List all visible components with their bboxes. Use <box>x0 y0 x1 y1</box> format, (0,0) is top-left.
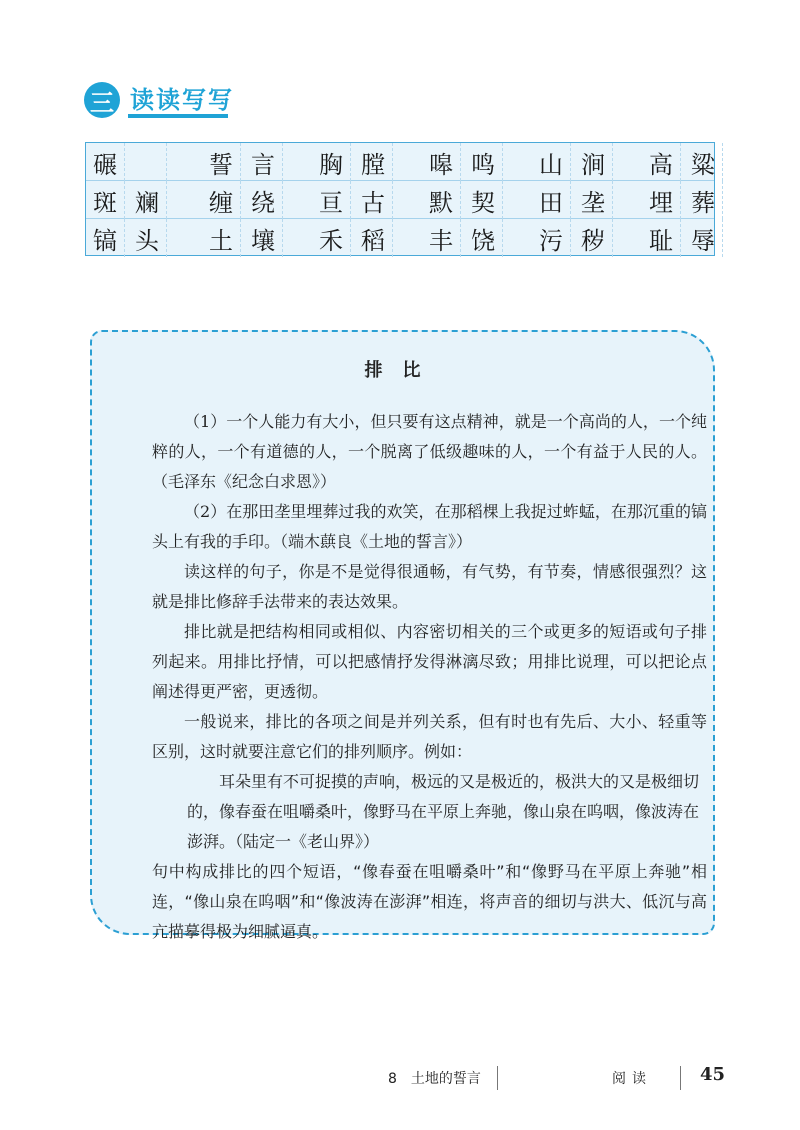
grid-char: 山 <box>539 150 563 179</box>
cell-divider <box>722 143 723 181</box>
word-pair <box>86 181 191 219</box>
word-pair <box>642 219 747 257</box>
grid-char: 污 <box>539 226 563 255</box>
word-pair <box>532 143 637 181</box>
grid-char: 葬 <box>691 188 715 217</box>
cell-divider <box>502 143 503 181</box>
word-pair <box>202 143 307 181</box>
example-sentence-2: （2）在那田垄里埋葬过我的欢笑，在那稻棵上我捉过蚱蜢，在那沉重的镐头上有我的手印。（端木蕻良《土地的誓言》） <box>152 502 707 551</box>
order-paragraph: 一般说来，排比的各项之间是并列关系，但有时也有先后、大小、轻重等区别，这时就要注意它们的排列顺序。例如： <box>152 712 707 761</box>
page-number: 45 <box>700 1064 726 1085</box>
word-pair <box>532 219 637 257</box>
section-header <box>84 80 244 125</box>
rhetoric-note-box <box>90 330 715 941</box>
cell-divider <box>124 143 125 181</box>
cell-divider <box>166 181 167 219</box>
cell-divider <box>124 181 125 219</box>
cell-divider <box>502 181 503 219</box>
cell-divider <box>612 181 613 219</box>
cell-divider <box>570 143 571 181</box>
grid-char: 嗥 <box>429 150 453 179</box>
cell-divider <box>124 219 125 257</box>
grid-char: 斓 <box>135 188 159 217</box>
grid-char: 垄 <box>581 188 605 217</box>
grid-char: 耻 <box>649 226 673 255</box>
word-pair <box>312 143 417 181</box>
cell-divider <box>680 143 681 181</box>
cell-divider <box>240 219 241 257</box>
grid-char: 秽 <box>581 226 605 255</box>
cell-divider <box>350 219 351 257</box>
grid-char: 壤 <box>251 226 275 255</box>
grid-char: 胸 <box>319 150 343 179</box>
grid-row <box>86 143 714 181</box>
cell-divider <box>612 143 613 181</box>
grid-char: 高 <box>649 150 673 179</box>
grid-char: 土 <box>209 226 233 255</box>
word-pair <box>86 219 191 257</box>
cell-divider <box>460 143 461 181</box>
cell-divider <box>282 219 283 257</box>
cell-divider <box>350 143 351 181</box>
footer-divider <box>680 1066 681 1090</box>
grid-char: 涧 <box>581 150 605 179</box>
grid-char: 缠 <box>209 188 233 217</box>
grid-char: 鸣 <box>471 150 495 179</box>
cell-divider <box>392 219 393 257</box>
analysis-paragraph: 句中构成排比的四个短语，“像春蚕在咀嚼桑叶”和“像野马在平原上奔驰”相连，“像山泉在呜咽”和“像波涛在澎湃”相连，将声音的细切与洪大、低沉与高亢描摹得极为细腻逼真。 <box>152 862 707 941</box>
word-pair <box>642 181 747 219</box>
example-sentence-1: （1）一个人能力有大小，但只要有这点精神，就是一个高尚的人，一个纯粹的人，一个有道德的人，一个脱离了低级趣味的人，一个有益于人民的人。（毛泽东《纪念白求恩》） <box>152 412 707 491</box>
cell-divider <box>570 181 571 219</box>
grid-char: 契 <box>471 188 495 217</box>
note-title: 排比 <box>364 360 441 381</box>
cell-divider <box>166 143 167 181</box>
cell-divider <box>680 219 681 257</box>
cell-divider <box>392 181 393 219</box>
grid-char: 古 <box>361 188 385 217</box>
grid-char: 禾 <box>319 226 343 255</box>
definition-paragraph: 排比就是把结构相同或相似、内容密切相关的三个或更多的短语或句子排列起来。用排比抒情，可以把感情抒发得淋漓尽致；用排比说理，可以把论点阐述得更严密，更透彻。 <box>152 622 707 701</box>
footer-divider <box>497 1066 498 1090</box>
grid-char: 辱 <box>691 226 715 255</box>
cell-divider <box>680 181 681 219</box>
word-pair <box>202 219 307 257</box>
grid-char: 稻 <box>361 226 385 255</box>
cell-divider <box>570 219 571 257</box>
cell-divider <box>240 181 241 219</box>
section-label: 阅读 <box>612 1071 652 1087</box>
word-pair <box>532 181 637 219</box>
grid-char: 斑 <box>93 188 117 217</box>
grid-char: 绕 <box>251 188 275 217</box>
cell-divider <box>722 219 723 257</box>
grid-row <box>86 181 714 219</box>
grid-char <box>128 143 166 181</box>
cell-divider <box>166 219 167 257</box>
cell-divider <box>392 143 393 181</box>
grid-char: 粱 <box>691 150 715 179</box>
grid-char: 亘 <box>319 188 343 217</box>
word-pair <box>86 143 191 181</box>
grid-row <box>86 219 714 257</box>
grid-char: 默 <box>429 188 453 217</box>
section-title: 读读写写 <box>130 86 234 114</box>
grid-char: 头 <box>135 226 159 255</box>
grid-char: 镐 <box>93 226 117 255</box>
grid-char: 膛 <box>361 150 385 179</box>
character-grid <box>85 142 715 256</box>
word-pair <box>422 181 527 219</box>
section-number-badge: 三 <box>84 82 120 118</box>
cell-divider <box>460 181 461 219</box>
grid-char: 丰 <box>429 226 453 255</box>
cell-divider <box>612 219 613 257</box>
quoted-example: 耳朵里有不可捉摸的声响，极远的又是极近的，极洪大的又是极细切的，像春蚕在咀嚼桑叶，像野马在平原上奔驰，像山泉在呜咽，像波涛在澎湃。（陆定一《老山界》） <box>187 772 700 851</box>
grid-char: 田 <box>539 188 563 217</box>
cell-divider <box>722 181 723 219</box>
page-footer <box>0 1060 800 1100</box>
grid-char: 誓 <box>209 150 233 179</box>
explanation-paragraph: 读这样的句子，你是不是觉得很通畅，有气势，有节奏，情感很强烈？这就是排比修辞手法带来的表达效果。 <box>152 562 707 611</box>
cell-divider <box>282 143 283 181</box>
grid-char: 饶 <box>471 226 495 255</box>
grid-char: 言 <box>251 150 275 179</box>
title-underline <box>128 114 228 118</box>
word-pair <box>422 143 527 181</box>
word-pair <box>642 143 747 181</box>
cell-divider <box>282 181 283 219</box>
grid-char: 碾 <box>93 150 117 179</box>
cell-divider <box>502 219 503 257</box>
cell-divider <box>240 143 241 181</box>
grid-char: 埋 <box>649 188 673 217</box>
word-pair <box>422 219 527 257</box>
word-pair <box>312 219 417 257</box>
lesson-title: 8 土地的誓言 <box>388 1071 481 1087</box>
word-pair <box>312 181 417 219</box>
word-pair <box>202 181 307 219</box>
cell-divider <box>460 219 461 257</box>
cell-divider <box>350 181 351 219</box>
